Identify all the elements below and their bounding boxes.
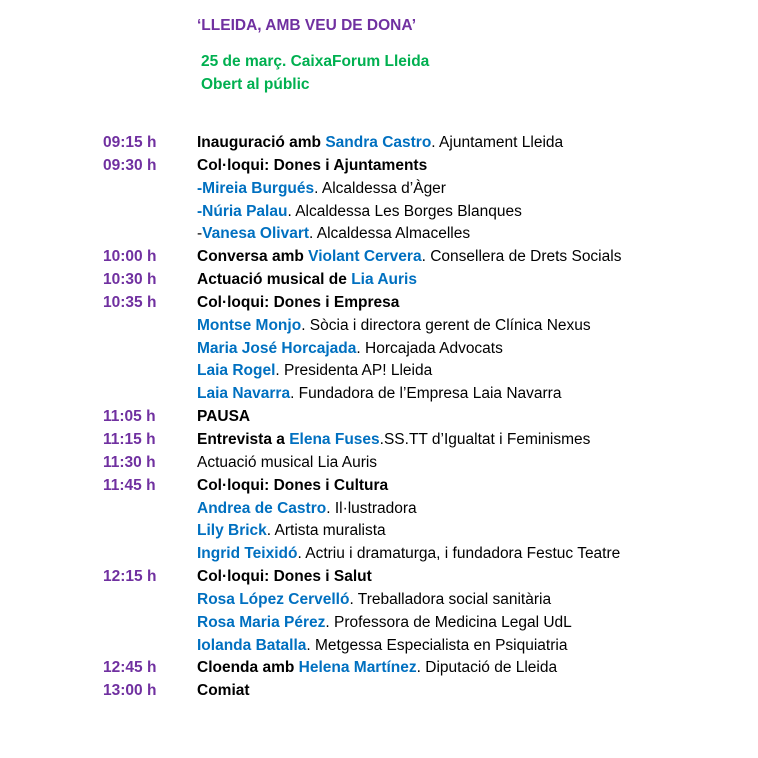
schedule-row	[0, 429, 758, 452]
speaker-name: Violant Cervera	[308, 248, 422, 266]
schedule-row	[0, 589, 758, 612]
schedule-description	[197, 132, 563, 155]
schedule-description	[197, 246, 621, 269]
schedule-description	[197, 383, 561, 406]
schedule-description	[197, 292, 399, 315]
session-detail: . Diputació de Lleida	[416, 659, 558, 677]
speaker-name: Elena Fuses	[289, 430, 380, 448]
speaker-name: Lily Brick	[197, 522, 267, 540]
session-detail: . Alcaldessa Almacelles	[309, 225, 471, 243]
session-label: Col·loqui: Dones i Empresa	[197, 293, 400, 311]
speaker-name: Rosa López Cervelló	[197, 590, 350, 608]
schedule-row	[0, 452, 758, 475]
session-detail: -	[197, 225, 203, 243]
session-detail: .SS.TT d’Igualtat i Feminismes	[379, 430, 591, 448]
schedule-time: 09:30 h	[103, 156, 157, 174]
schedule-row	[0, 360, 758, 383]
schedule-description	[197, 498, 417, 521]
session-detail: . Presidenta AP! Lleida	[275, 362, 433, 380]
event-date-place: 25 de març. CaixaForum Lleida	[201, 53, 430, 70]
schedule-description	[197, 178, 446, 201]
session-detail: Actuació musical Lia Auris	[197, 453, 378, 471]
schedule-row	[0, 635, 758, 658]
session-detail: . Fundadora de l’Empresa Laia Navarra	[290, 385, 562, 403]
session-detail: . Artista muralista	[266, 522, 386, 540]
speaker-name: Rosa Maria Pérez	[197, 613, 326, 631]
speaker-name: Helena Martínez	[298, 659, 417, 677]
schedule-description	[197, 543, 620, 566]
schedule-row	[0, 383, 758, 406]
schedule-row	[0, 178, 758, 201]
speaker-name: Iolanda Batalla	[197, 636, 307, 654]
schedule-description	[197, 338, 503, 361]
schedule-description	[197, 201, 522, 224]
schedule-description	[197, 315, 591, 338]
speaker-name: -Mireia Burgués	[197, 179, 315, 197]
speaker-name: -Núria Palau	[197, 202, 288, 220]
session-detail: . Professora de Medicina Legal UdL	[325, 613, 572, 631]
schedule-row	[0, 498, 758, 521]
speaker-name: Sandra Castro	[325, 134, 432, 151]
speaker-name: Laia Rogel	[197, 362, 276, 380]
event-access: Obert al públic	[201, 76, 310, 93]
session-label: Col·loqui: Dones i Cultura	[197, 476, 389, 494]
program-schedule	[0, 132, 758, 703]
speaker-name: Ingrid Teixidó	[197, 545, 298, 563]
session-detail: . Treballadora social sanitària	[349, 590, 552, 608]
schedule-time: 10:30 h	[103, 271, 157, 289]
speaker-name: Laia Navarra	[197, 385, 291, 403]
schedule-time: 12:15 h	[103, 568, 157, 586]
schedule-description	[197, 635, 567, 658]
schedule-time: 11:15 h	[103, 430, 156, 448]
schedule-description	[197, 475, 388, 498]
schedule-description	[197, 520, 386, 543]
schedule-description	[197, 360, 432, 383]
schedule-description	[197, 223, 470, 246]
session-label: Col·loqui: Dones i Salut	[197, 568, 372, 586]
speaker-name: Andrea de Castro	[197, 499, 327, 517]
session-detail: . Alcaldessa d’Àger	[314, 179, 446, 197]
speaker-name: Montse Monjo	[197, 316, 302, 334]
session-detail: . Metgessa Especialista en Psiquiatria	[306, 636, 568, 654]
schedule-row	[0, 680, 758, 703]
session-label: Comiat	[197, 682, 250, 700]
schedule-time: 10:35 h	[103, 293, 157, 311]
session-detail: . Il·lustradora	[326, 499, 417, 517]
session-detail: . Alcaldessa Les Borges Blanques	[287, 202, 522, 220]
schedule-row	[0, 612, 758, 635]
schedule-row	[0, 543, 758, 566]
schedule-row	[0, 132, 758, 155]
schedule-row	[0, 223, 758, 246]
schedule-row	[0, 155, 758, 178]
schedule-description	[197, 429, 590, 452]
session-detail: . Horcajada Advocats	[356, 339, 503, 357]
schedule-row	[0, 566, 758, 589]
schedule-time: 09:15 h	[103, 134, 157, 151]
schedule-row	[0, 475, 758, 498]
session-label: Entrevista a	[197, 430, 290, 448]
schedule-description	[197, 269, 417, 292]
session-detail: . Actriu i dramaturga, i fundadora Festuc Teatre	[297, 545, 621, 563]
schedule-description	[197, 680, 250, 703]
schedule-time: 13:00 h	[103, 682, 157, 700]
event-title: ‘LLEIDA, AMB VEU DE DONA’	[197, 17, 417, 34]
speaker-name: Maria José Horcajada	[197, 339, 357, 357]
schedule-description	[197, 589, 551, 612]
schedule-time: 11:05 h	[103, 408, 156, 426]
schedule-time: 10:00 h	[103, 248, 157, 266]
session-label: Inauguració amb	[197, 134, 326, 151]
schedule-description	[197, 452, 377, 475]
speaker-name: Lia Auris	[351, 271, 417, 289]
session-label: Col·loqui: Dones i Ajuntaments	[197, 156, 428, 174]
schedule-time: 11:45 h	[103, 476, 156, 494]
schedule-row	[0, 406, 758, 429]
schedule-row	[0, 246, 758, 269]
schedule-description	[197, 406, 250, 429]
schedule-description	[197, 657, 557, 680]
speaker-name: Vanesa Olivart	[202, 225, 310, 243]
schedule-row	[0, 520, 758, 543]
schedule-description	[197, 566, 372, 589]
session-label: Cloenda amb	[197, 659, 299, 677]
schedule-row	[0, 315, 758, 338]
session-label: Conversa amb	[197, 248, 309, 266]
session-detail: . Sòcia i directora gerent de Clínica Nexus	[301, 316, 591, 334]
schedule-time: 12:45 h	[103, 659, 157, 677]
schedule-row	[0, 269, 758, 292]
schedule-row	[0, 292, 758, 315]
schedule-row	[0, 201, 758, 224]
session-label: PAUSA	[197, 408, 251, 426]
session-label: Actuació musical de	[197, 271, 352, 289]
schedule-time: 11:30 h	[103, 453, 156, 471]
schedule-description	[197, 155, 427, 178]
schedule-row	[0, 657, 758, 680]
schedule-row	[0, 338, 758, 361]
schedule-description	[197, 612, 572, 635]
session-detail: . Consellera de Drets Socials	[421, 248, 622, 266]
session-detail: . Ajuntament Lleida	[431, 134, 564, 151]
